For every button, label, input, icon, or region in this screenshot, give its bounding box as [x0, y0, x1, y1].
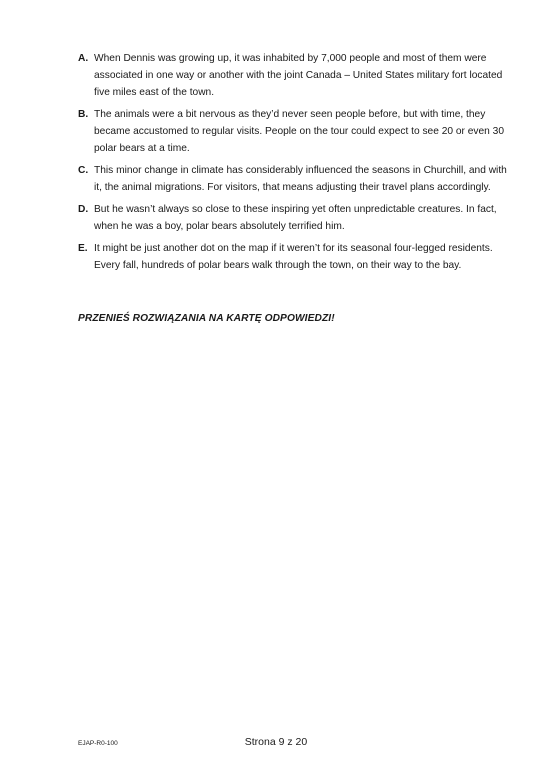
- option-e: [78, 240, 508, 274]
- option-text: When Dennis was growing up, it was inhabited by 7,000 people and most of them were associated in one way or another with the joint Canada – United States military fort located five miles east of the town.: [94, 53, 503, 98]
- option-text: But he wasn’t always so close to these inspiring yet often unpredictable creatures. In fact, when he was a boy, polar bears absolutely terrified him.: [94, 204, 497, 232]
- option-letter: A.: [78, 53, 89, 64]
- option-letter: E.: [78, 243, 88, 254]
- option-text: It might be just another dot on the map if it weren’t for its seasonal four-legged residents. Every fall, hundreds of polar bears walk through the town, on their way to the bay.: [94, 243, 493, 271]
- option-c: [78, 162, 508, 196]
- option-letter: D.: [78, 204, 89, 215]
- answer-sheet-instruction: PRZENIEŚ ROZWIĄZANIA NA KARTĘ ODPOWIEDZI!: [78, 313, 335, 324]
- answer-options-list: [78, 50, 508, 279]
- option-text: This minor change in climate has considerably influenced the seasons in Churchill, and with it, the animal migrations. For visitors, that means adjusting their travel plans accordingly.: [94, 165, 507, 193]
- option-b: [78, 106, 508, 157]
- exam-code: EJAP-R0-100: [78, 740, 118, 747]
- option-letter: B.: [78, 109, 89, 120]
- page-number: Strona 9 z 20: [244, 736, 308, 748]
- option-a: [78, 50, 508, 101]
- option-d: [78, 201, 508, 235]
- option-letter: C.: [78, 165, 89, 176]
- option-text: The animals were a bit nervous as they’d never seen people before, but with time, they became accustomed to regular visits. People on the tour could expect to see 20 or even 30 polar bears at a time.: [94, 109, 505, 154]
